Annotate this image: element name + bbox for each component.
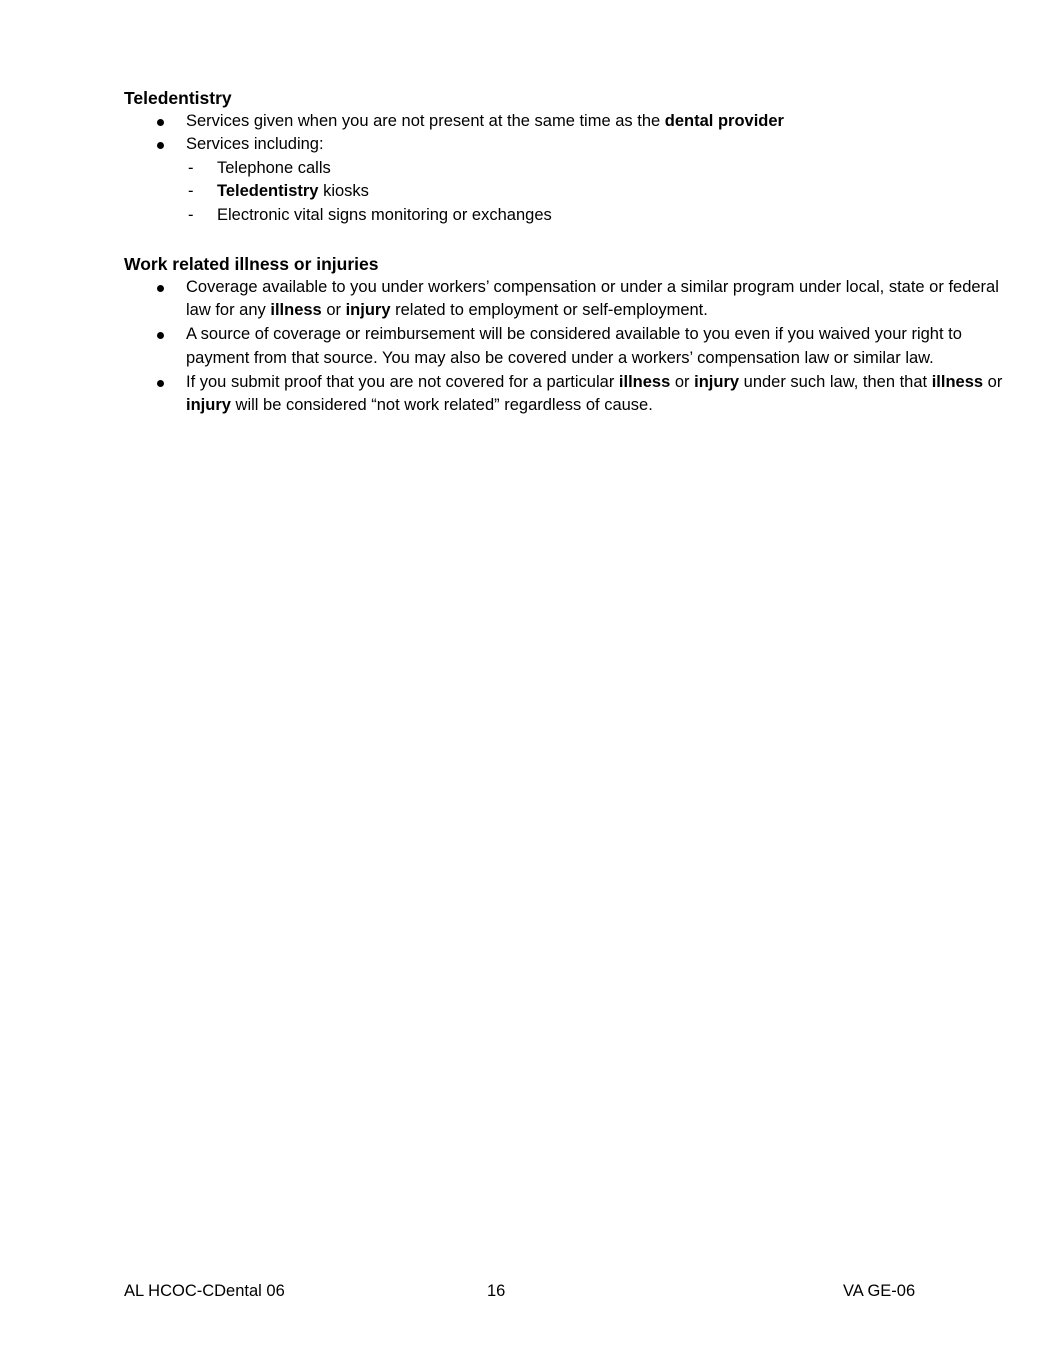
dash-icon: -: [188, 158, 194, 177]
illness-term: illness: [270, 301, 322, 320]
sub-list-item: [186, 204, 1004, 227]
work-related-bullet-list: [124, 276, 1004, 417]
bullet-text: or: [983, 372, 1003, 391]
list-item: [124, 110, 1004, 133]
list-item: [124, 323, 1004, 370]
bullet-text: will be considered “not work related” regardless of cause.: [230, 396, 653, 415]
dental-provider-term: dental provider: [664, 112, 784, 130]
teledentistry-bullet-list: [124, 110, 1004, 227]
footer-page-number: 16: [487, 1282, 506, 1300]
bullet-text: related to employment or self-employment.: [390, 301, 708, 320]
list-item: [124, 371, 1004, 418]
illness-term: illness: [931, 372, 984, 391]
sub-item-text: kiosks: [318, 182, 369, 201]
bullet-text: Services given when you are not present at the same time as the: [186, 112, 665, 130]
footer-form-code: VA GE-06: [843, 1282, 916, 1300]
work-related-heading: Work related illness or injuries: [124, 254, 379, 274]
bullet-text: under such law, then that: [739, 372, 932, 391]
illness-term: illness: [618, 372, 671, 391]
bullet-icon: [157, 332, 164, 339]
bullet-icon: [157, 142, 164, 149]
bullet-text: A source of coverage or reimbursement will be considered available to you even if you waived your right to payment from that source. You may also be covered under a workers’ compensation law or similar law.: [186, 325, 962, 367]
bullet-icon: [157, 285, 164, 292]
sub-item-text: Electronic vital signs monitoring or exchanges: [217, 205, 552, 224]
list-item: [124, 276, 1004, 323]
bullet-icon: [157, 380, 164, 387]
sub-item-text: Telephone calls: [217, 158, 331, 177]
bullet-text: or: [670, 372, 695, 391]
dash-icon: -: [188, 182, 194, 201]
list-item: [124, 133, 1004, 227]
teledentistry-heading: Teledentistry: [124, 88, 232, 108]
footer-document-code: AL HCOC-CDental 06: [124, 1282, 285, 1300]
sub-list-item: [186, 157, 1004, 180]
teledentistry-section: [124, 87, 1004, 227]
services-sub-list: [186, 157, 1004, 227]
injury-term: injury: [694, 372, 740, 391]
injury-term: injury: [186, 396, 231, 415]
bullet-text: or: [321, 301, 346, 320]
work-related-section: [124, 253, 1004, 418]
teledentistry-term: Teledentistry: [217, 182, 319, 201]
sub-list-item: [186, 180, 1004, 203]
bullet-icon: [157, 119, 164, 126]
bullet-text: Coverage available to you under workers’ compensation or under a similar program under local, state or federal law for any: [186, 278, 999, 320]
injury-term: injury: [345, 301, 391, 320]
bullet-text: If you submit proof that you are not covered for a particular: [186, 372, 619, 391]
dash-icon: -: [188, 205, 194, 224]
bullet-text: Services including:: [186, 135, 324, 154]
